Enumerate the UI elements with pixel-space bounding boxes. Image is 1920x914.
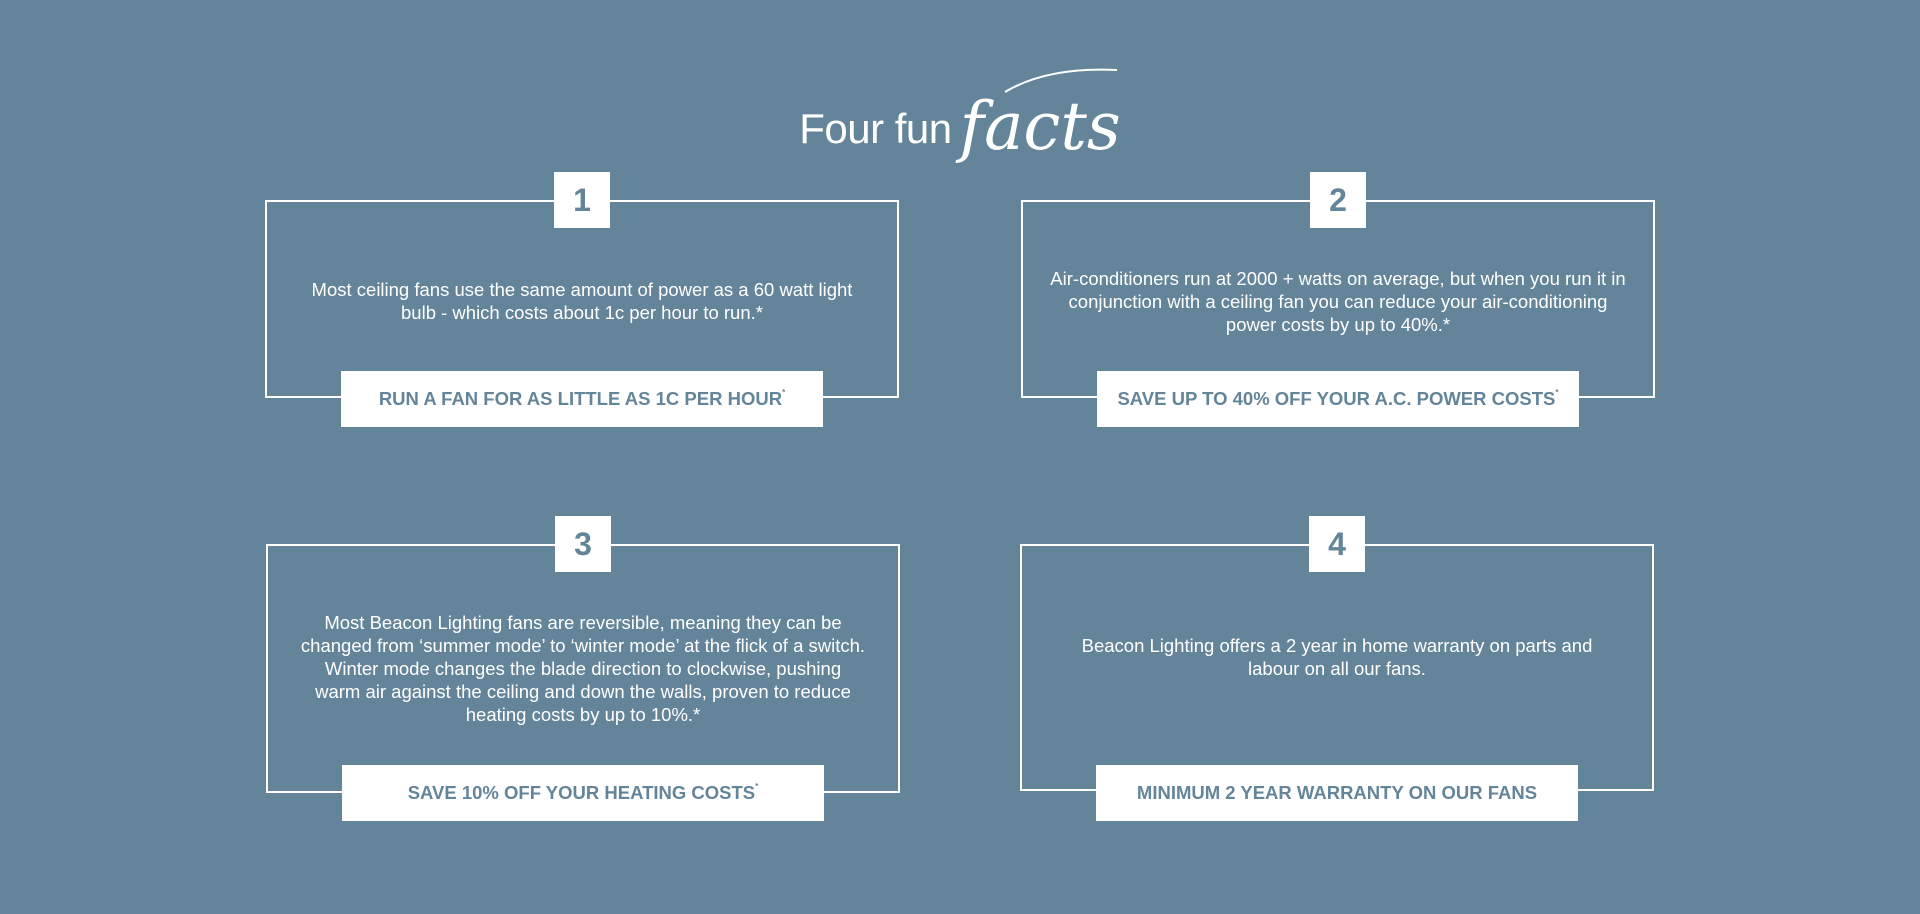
fact-label-text-1: RUN A FAN FOR AS LITTLE AS 1C PER HOUR bbox=[378, 388, 783, 409]
flourish-icon bbox=[985, 54, 1125, 114]
fact-number-1: 1 bbox=[554, 172, 610, 228]
fact-number-4: 4 bbox=[1309, 516, 1365, 572]
fact-label-2 bbox=[1097, 371, 1579, 427]
fact-text-4: Beacon Lighting offers a 2 year in home warranty on parts and labour on all our fans. bbox=[1081, 635, 1593, 679]
fact-number-2: 2 bbox=[1310, 172, 1366, 228]
fact-label-text-4: MINIMUM 2 YEAR WARRANTY ON OUR FANS bbox=[1136, 782, 1538, 803]
fact-label-text-3: SAVE 10% OFF YOUR HEATING COSTS bbox=[407, 782, 756, 803]
fact-number-3: 3 bbox=[555, 516, 611, 572]
fact-label-4 bbox=[1096, 765, 1578, 821]
fact-label-1 bbox=[341, 371, 823, 427]
fact-label-mark-1: * bbox=[782, 388, 786, 397]
fact-text-2: Air-conditioners run at 2000 + watts on average, but when you run it in conjunction with a ceiling fan you can reduce your air-conditioning power costs by up to 40%.* bbox=[1050, 268, 1626, 335]
fact-text-3: Most Beacon Lighting fans are reversible, meaning they can be changed from ‘summer mode’ to ‘winter mode’ at the flick of a switch. Winter mode changes the blade direction to clockwise, pushing warm air against the ceiling and down the walls, proven to reduce heating costs by up to 10%.* bbox=[300, 612, 866, 725]
title-plain: Four fun bbox=[799, 105, 952, 152]
fact-label-mark-2: * bbox=[1555, 388, 1559, 397]
fact-label-text-2: SAVE UP TO 40% OFF YOUR A.C. POWER COSTS bbox=[1117, 388, 1556, 409]
fact-text-1: Most ceiling fans use the same amount of power as a 60 watt light bulb - which costs about 1c per hour to run.* bbox=[311, 279, 853, 323]
fact-label-mark-3: * bbox=[755, 782, 759, 791]
page-title bbox=[0, 62, 1920, 182]
title-script: facts bbox=[959, 88, 1121, 165]
fact-label-3 bbox=[342, 765, 824, 821]
